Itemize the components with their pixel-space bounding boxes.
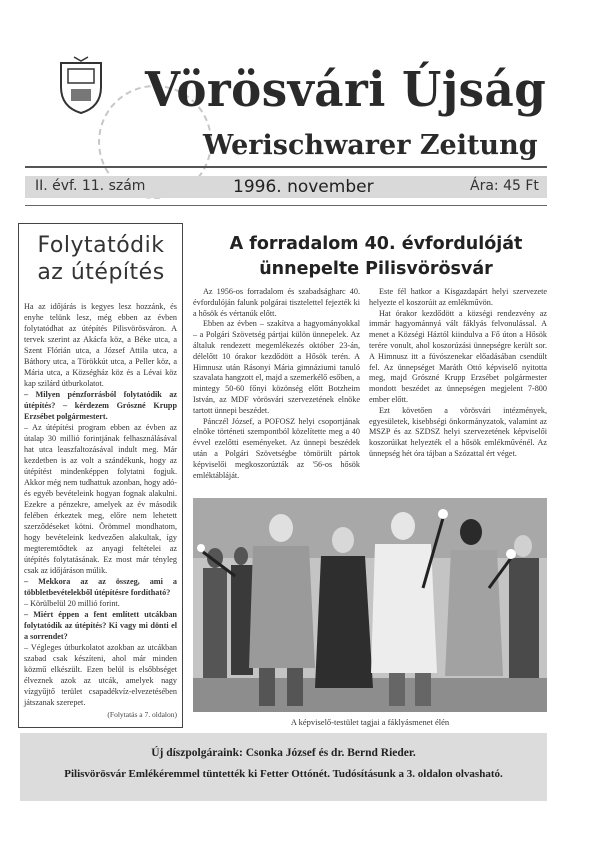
paragraph: – Végleges útburkolatot azokban az utcákban szabad csak készíteni, ahol már minden közmű elkészült. Ezen belül is elsőbbséget élveznek azok az utcák, amelyek nagy vízgyűjtő terület csapadékvíz-elvezetésében játszanak szerepet.: [24, 643, 177, 707]
issue-date: 1996. november: [233, 177, 374, 197]
paragraph: Este fél hatkor a Kisgazdapárt helyi szervezete helyezte el koszorúit az emlékművön.: [369, 287, 547, 307]
main-headline: [200, 232, 552, 282]
issue-price: Ára: 45 Ft: [470, 178, 539, 194]
paragraph: – Körülbelül 20 millió forint.: [24, 599, 120, 608]
torchlight-procession-photo: [193, 498, 547, 712]
masthead-bottom-rule: [25, 205, 547, 206]
paragraph: – Az útépítési program ebben az évben az útalap 30 millió forintjának felhasználásával hat utca leaszfaltozásával indult meg. Már kezdetben is az volt a szándékunk, hogy az útépítést mindenképpen folytatni fogjuk. Akkor még nem tudhattuk azonban, hogy adó- és egyéb bevételeink hogyan fognak alakulni. Ezekre a pénzekre, amelyek az év második felében érkeztek meg, előre nem lehetett szerződéseket kötni. Örömmel mondhatom, hogy bevételeink kedvezően alakultak, így megteremtődtek az anyagi feltételei az útépítés folytatásának. Ez most már tényleg csak az időjáráson múlik.: [24, 423, 177, 575]
question: – Milyen pénzforrásból folytatódik az útépítés? – kérdezem Grószné Krupp Erzsébet polgármestert.: [24, 390, 177, 421]
paragraph: Az 1956-os forradalom és szabadságharc 40. évfordulóján falunk polgárai tisztelettel fejezték ki a hősök és vértanúk előtt.: [193, 287, 360, 318]
main-article-column-1: [193, 287, 360, 481]
left-article-body: [24, 301, 177, 708]
paragraph: Ebben az évben – szakítva a hagyományokkal – a Polgári Szövetség pártjai külön ünnepelek. Az általuk rendezett megemlékezés október 23-án, délelőtt 10 órakor kezdődött a Hősök terén. A Himnusz után Rásonyi Mária gimnáziumi tanuló szavalata hangzott el, majd a szemerkélő esőben, a mintegy 50-60 főnyi közönség előtt Botzheim István, az MDF vörösvári szervezetének elnöke tartott ünnepi beszédet.: [193, 319, 360, 415]
headline-line-1: A forradalom 40. évfordulóját: [229, 234, 523, 254]
question: – Miért éppen a fent említett utcákban folytatódik az útépítés? Ki vagy mi dönti el a sorrendet?: [24, 610, 177, 641]
paragraph: Ha az időjárás is kegyes lesz hozzánk, és enyhe telünk lesz, még ebben az évben folytatódhat az útépítés Pilisvörösváron. A tervek szerint az Akácfa köz, a Béke utca, a Szent Flórián utca, a József Attila utca, a Báthory utca, a Törökkút utca, a Peller köz, a Mária utca, a Községház köz és a Lévai köz kap szilárd útburkolatot.: [24, 302, 177, 388]
footer-line-1: Új díszpolgáraink: Csonka József és dr. Bernd Rieder.: [151, 747, 416, 759]
main-article-column-2: [369, 287, 547, 460]
question: – Mekkora az az összeg, ami a többletbevételekből útépítésre fordítható?: [24, 577, 177, 597]
headline-line-2: ünnepelte Pilisvörösvár: [259, 259, 493, 279]
masthead-rule: [25, 166, 547, 168]
issue-number: II. évf. 11. szám: [35, 178, 146, 194]
newspaper-title-german: Werischwarer Zeitung: [203, 130, 538, 161]
town-crest-icon: [56, 55, 106, 115]
paragraph: Hat órakor kezdődött a községi rendezvény az immár hagyománnyá vált fáklyás felvonulással. A menet a Községi Háztól kiindulva a Fő úton a Hősök terére vonult, ahol koszorúzási ünnepségre került sor. A Himnusz itt a fúvószenekar előadásában csendült fel. Az ünnepséget Maráth Ottó képviselő nyitotta meg, majd Grószné Krupp Erzsébet polgármester mondott beszédet az ünnepségen megjelent 7-800 ember előtt.: [369, 308, 547, 404]
left-article-title: Folytatódik az útépítés: [37, 233, 165, 285]
footer-banner: [20, 733, 547, 801]
footer-line-2: Pilisvörösvár Emlékéremmel tüntették ki Fetter Ottónét. Tudósításunk a 3. oldalon olvasható.: [64, 768, 503, 780]
continued-note: (Folytatás a 7. oldalon): [107, 710, 177, 719]
newspaper-title: Vörösvári Újság: [145, 62, 547, 118]
paragraph: Ezt követően a vörösvári intézmények, egyesületek, kisebbségi önkormányzatok, valamint az MSZP és az SZDSZ helyi szervezetének képviselői koszorúikat helyezték el a hősök emlékművénél. Az ünnepség hét óra tájban a Szózattal ért véget.: [369, 405, 547, 458]
photo-caption: A képviselő-testület tagjai a fáklyásmenet élén: [290, 717, 450, 727]
paragraph: Pánczél József, a POFOSZ helyi csoportjának elnöke történeti szempontból közelítette meg a 40 évvel ezelőtti eseményeket. Az ünnepi beszédek után a Polgári Szövetségbe tömörült pártok képviselői megkoszorúzták az '56-os hősök emléktábláját.: [193, 416, 360, 480]
